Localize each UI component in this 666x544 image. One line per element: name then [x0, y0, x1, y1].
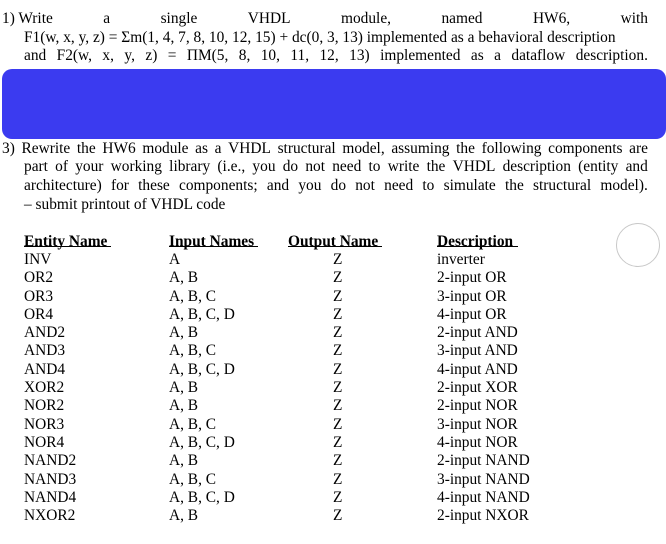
word: to: [422, 177, 435, 194]
description-cell: inverter: [437, 251, 485, 268]
word: y,: [124, 47, 135, 64]
word: VHDL: [247, 10, 291, 27]
word: of: [55, 158, 68, 175]
table-row: [24, 452, 544, 470]
word: components: [548, 140, 623, 157]
table-row: [24, 397, 544, 415]
circle-outline-icon: [616, 223, 660, 267]
entity-name-cell: NAND3: [24, 470, 77, 488]
output-name-cell: Z: [333, 287, 343, 305]
output-name-cell: Z: [333, 452, 343, 470]
description-cell: 3-input NAND: [437, 470, 530, 488]
word: are: [629, 140, 648, 157]
table-row: [24, 471, 544, 489]
component-table: [24, 232, 544, 525]
header-input-names: Input Names: [169, 233, 255, 250]
word: =: [167, 47, 177, 64]
input-names-cell: A: [169, 251, 181, 268]
table-row: [24, 288, 544, 306]
word: as: [470, 47, 484, 64]
description-cell: 4-input AND: [437, 360, 518, 378]
word: do: [282, 158, 299, 175]
word: VHDL: [228, 140, 271, 157]
word: not: [305, 158, 326, 175]
output-name-cell: Z: [333, 342, 343, 360]
output-name-cell: Z: [333, 379, 343, 397]
description-cell: 3-input OR: [437, 287, 507, 305]
word: module: [142, 140, 189, 157]
input-names-cell: A, B, C: [169, 470, 217, 488]
word: 13): [349, 47, 370, 64]
word: (i.e.,: [217, 158, 246, 175]
table-row: [24, 416, 544, 434]
description-cell: 2-input NOR: [437, 397, 518, 415]
input-names-cell: A, B, C: [169, 415, 217, 433]
word: part: [24, 158, 48, 175]
input-names-cell: A, B, C: [169, 342, 217, 360]
input-names-cell: A, B: [169, 397, 199, 415]
word: F2(w,: [56, 47, 92, 64]
word: you: [298, 177, 322, 194]
table-row: [24, 306, 544, 324]
question1-line1: [2, 9, 648, 28]
table-row: [24, 434, 544, 452]
word: simulate: [443, 177, 496, 194]
word: the: [504, 177, 524, 194]
entity-name-cell: AND4: [24, 360, 66, 378]
input-names-cell: A, B, C, D: [169, 360, 235, 378]
entity-name-cell: AND3: [24, 342, 66, 360]
word: description: [502, 158, 571, 175]
word: single: [160, 10, 198, 27]
input-names-cell: A, B: [169, 269, 199, 287]
word: and: [266, 177, 290, 194]
entity-name-cell: OR3: [24, 287, 54, 305]
word: a: [214, 140, 222, 157]
table-body: [24, 251, 544, 525]
table-row: [24, 507, 544, 525]
question3-line2: [24, 157, 648, 176]
word: assuming: [391, 140, 450, 157]
input-names-cell: A, B, C, D: [169, 433, 235, 451]
question3-line1: [2, 139, 648, 158]
word: library: [169, 158, 211, 175]
output-name-cell: Z: [333, 397, 343, 415]
table-row: [24, 269, 544, 287]
word: a: [494, 47, 501, 64]
output-name-cell: Z: [333, 507, 343, 525]
word: you: [252, 158, 276, 175]
input-names-cell: A, B: [169, 324, 199, 342]
description-cell: 4-input NAND: [437, 488, 530, 506]
entity-name-cell: OR2: [24, 269, 54, 287]
word: the: [456, 140, 475, 157]
question1-line2: F1(w, x, y, z) = Σm(1, 4, 7, 8, 10, 12, 15) + dc(0, 3, 13) implemented as a behavioral description: [24, 29, 616, 46]
word: dataflow: [511, 47, 566, 64]
word: HW6,: [532, 10, 571, 27]
output-name-cell: Z: [333, 488, 343, 506]
word: HW6: [102, 140, 136, 157]
word: write: [387, 158, 420, 175]
word: for: [110, 177, 129, 194]
word: not: [355, 177, 375, 194]
word: model,: [342, 140, 385, 157]
input-names-cell: A, B, C, D: [169, 305, 235, 323]
table-header: [24, 232, 544, 251]
word: working: [110, 158, 162, 175]
output-name-cell: Z: [333, 415, 343, 433]
word: a: [103, 10, 111, 27]
word: ΠM(5,: [186, 47, 229, 64]
word: 3): [2, 140, 15, 157]
description-cell: 2-input AND: [437, 324, 518, 342]
word: need: [384, 177, 414, 194]
entity-name-cell: NOR4: [24, 433, 65, 451]
word: the: [76, 140, 96, 157]
word: and: [625, 158, 648, 175]
word: with: [620, 10, 648, 27]
word: z): [145, 47, 158, 64]
table-row: [24, 379, 544, 397]
word: 10,: [260, 47, 280, 64]
entity-name-cell: NAND4: [24, 488, 77, 506]
header-output-name: Output Name: [288, 233, 379, 250]
word: structural: [277, 140, 336, 157]
description-cell: 4-input NOR: [437, 433, 518, 451]
description-cell: 2-input OR: [437, 269, 507, 287]
header-entity-name: Entity Name: [24, 233, 108, 250]
entity-name-cell: INV: [24, 251, 52, 268]
header-description: Description: [437, 233, 514, 250]
output-name-cell: Z: [333, 470, 343, 488]
word: VHDL: [452, 158, 496, 175]
entity-name-cell: NAND2: [24, 452, 77, 470]
description-cell: 2-input XOR: [437, 379, 518, 397]
word: model).: [600, 177, 648, 194]
table-row: [24, 342, 544, 360]
word: x,: [102, 47, 114, 64]
word: implemented: [380, 47, 461, 64]
description-cell: 3-input NOR: [437, 415, 518, 433]
question3-line3: [24, 176, 648, 195]
word: architecture): [24, 177, 102, 194]
word: following: [481, 140, 542, 157]
output-name-cell: Z: [333, 324, 343, 342]
entity-name-cell: OR4: [24, 305, 54, 323]
output-name-cell: Z: [333, 269, 343, 287]
word: 1) Write: [2, 10, 53, 27]
entity-name-cell: NOR3: [24, 415, 65, 433]
input-names-cell: A, B: [169, 379, 199, 397]
word: and: [24, 47, 47, 64]
description-cell: 3-input AND: [437, 342, 518, 360]
entity-name-cell: AND2: [24, 324, 66, 342]
table-row: [24, 251, 544, 269]
word: these: [138, 177, 170, 194]
entity-name-cell: NXOR2: [24, 507, 76, 525]
description-cell: 2-input NAND: [437, 452, 530, 470]
word: 11,: [290, 47, 310, 64]
word: (entity: [578, 158, 619, 175]
output-name-cell: Z: [333, 360, 343, 378]
input-names-cell: A, B, C: [169, 287, 217, 305]
word: the: [426, 158, 446, 175]
entity-name-cell: XOR2: [24, 379, 65, 397]
word: to: [368, 158, 381, 175]
input-names-cell: A, B: [169, 452, 199, 470]
redaction-block: [2, 69, 666, 139]
table-row: [24, 324, 544, 342]
word: description.: [575, 47, 648, 64]
input-names-cell: A, B, C, D: [169, 488, 235, 506]
word: structural: [533, 177, 592, 194]
word: 8,: [238, 47, 251, 64]
word: module,: [340, 10, 391, 27]
word: components;: [178, 177, 258, 194]
word: need: [332, 158, 362, 175]
entity-name-cell: NOR2: [24, 397, 65, 415]
description-cell: 2-input NXOR: [437, 507, 529, 525]
output-name-cell: Z: [333, 251, 343, 268]
word: named: [441, 10, 483, 27]
output-name-cell: Z: [333, 305, 343, 323]
output-name-cell: Z: [333, 433, 343, 451]
table-row: [24, 361, 544, 379]
description-cell: 4-input OR: [437, 305, 507, 323]
word: as: [195, 140, 208, 157]
word: Rewrite: [21, 140, 71, 157]
question1-line3: [24, 46, 648, 65]
word: 12,: [319, 47, 339, 64]
word: do: [330, 177, 347, 194]
word: your: [75, 158, 104, 175]
table-row: [24, 489, 544, 507]
question3-line4: – submit printout of VHDL code: [24, 196, 226, 213]
input-names-cell: A, B: [169, 507, 199, 525]
